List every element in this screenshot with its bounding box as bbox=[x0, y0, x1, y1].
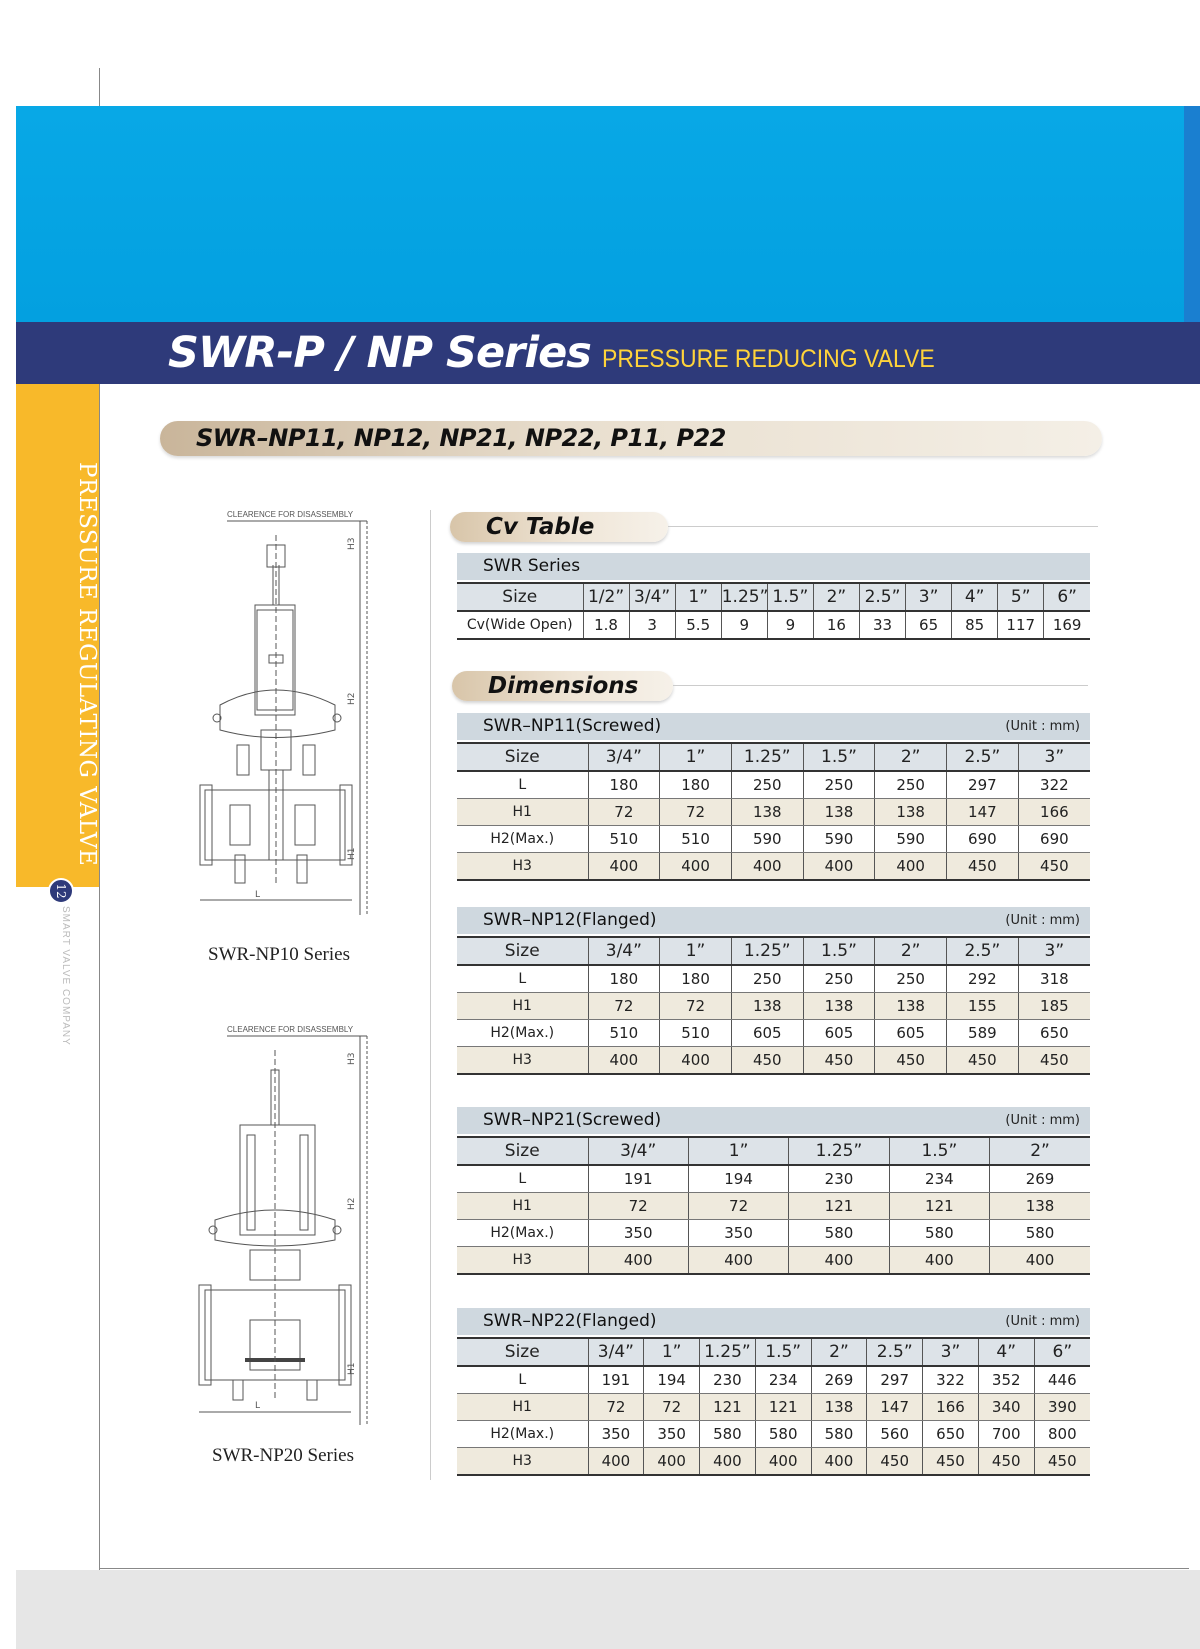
cv-table-name-bar bbox=[457, 553, 1090, 580]
table-cell: 250 bbox=[803, 965, 875, 993]
table-cell: 33 bbox=[859, 611, 905, 639]
table-cell: 322 bbox=[1018, 771, 1090, 799]
dimensions-title: Dimensions bbox=[488, 673, 639, 699]
table-row bbox=[457, 799, 1090, 826]
header-size-cell: 1.25” bbox=[700, 1338, 756, 1366]
table-cell: 138 bbox=[803, 799, 875, 826]
header-size-cell: 4” bbox=[978, 1338, 1034, 1366]
table-cell: 72 bbox=[588, 1193, 688, 1220]
table-cell: 450 bbox=[947, 1047, 1019, 1075]
row-label: H3 bbox=[457, 1247, 588, 1275]
header-size-cell: 1” bbox=[688, 1137, 788, 1165]
table-header-row bbox=[457, 1338, 1090, 1366]
table-row bbox=[457, 1047, 1090, 1075]
header-size-label: Size bbox=[457, 1338, 588, 1366]
header-size-cell: 2” bbox=[811, 1338, 867, 1366]
table-cell: 580 bbox=[789, 1220, 889, 1247]
header-size-cell: 2” bbox=[875, 937, 947, 965]
table-cell: 400 bbox=[731, 853, 803, 881]
table-row bbox=[457, 1448, 1090, 1476]
header-banner-edge bbox=[1184, 106, 1200, 322]
dimension-table-name: SWR–NP22(Flanged) bbox=[483, 1311, 657, 1331]
header-size-cell: 1” bbox=[660, 937, 732, 965]
row-label: H1 bbox=[457, 799, 588, 826]
dimension-table-name: SWR–NP21(Screwed) bbox=[483, 1110, 662, 1130]
row-label: H1 bbox=[457, 993, 588, 1020]
table-cell: 9 bbox=[721, 611, 767, 639]
table-cell: 400 bbox=[588, 853, 660, 881]
table-cell: 169 bbox=[1044, 611, 1090, 639]
column-divider bbox=[430, 510, 431, 1480]
cv-table bbox=[457, 582, 1090, 640]
table-cell: 194 bbox=[688, 1165, 788, 1193]
table-cell: 180 bbox=[588, 771, 660, 799]
dimension-table-name: SWR–NP12(Flanged) bbox=[483, 910, 657, 930]
table-cell: 450 bbox=[947, 853, 1019, 881]
cv-table-heading bbox=[450, 512, 668, 542]
header-size-cell: 3/4” bbox=[588, 1338, 644, 1366]
table-cell: 400 bbox=[644, 1448, 700, 1476]
dimension-table-unit: (Unit : mm) bbox=[1005, 1113, 1080, 1128]
company-name: SMART VALVE COMPANY bbox=[60, 906, 71, 1046]
row-label: L bbox=[457, 771, 588, 799]
header-size-cell: 5” bbox=[998, 583, 1044, 611]
table-cell: 250 bbox=[875, 771, 947, 799]
dimension-table-name-bar bbox=[457, 1107, 1090, 1134]
table-cell: 138 bbox=[811, 1394, 867, 1421]
header-size-cell: 1.25” bbox=[721, 583, 767, 611]
header-size-cell: 4” bbox=[952, 583, 998, 611]
table-cell: 147 bbox=[947, 799, 1019, 826]
table-cell: 72 bbox=[588, 993, 660, 1020]
header-size-cell: 3” bbox=[1018, 743, 1090, 771]
table-cell: 580 bbox=[889, 1220, 989, 1247]
table-cell: 450 bbox=[867, 1448, 923, 1476]
table-cell: 390 bbox=[1034, 1394, 1090, 1421]
dim-label-l: L bbox=[255, 1401, 261, 1411]
row-label: H1 bbox=[457, 1193, 588, 1220]
table-row bbox=[457, 826, 1090, 853]
table-row bbox=[457, 1247, 1090, 1275]
table-cell: 450 bbox=[923, 1448, 979, 1476]
valve-drawing-np20 bbox=[195, 1020, 395, 1440]
table-cell: 147 bbox=[867, 1394, 923, 1421]
table-cell: 350 bbox=[688, 1220, 788, 1247]
header-size-cell: 1” bbox=[644, 1338, 700, 1366]
table-row bbox=[457, 1421, 1090, 1448]
table-cell: 180 bbox=[588, 965, 660, 993]
table-cell: 194 bbox=[644, 1366, 700, 1394]
table-cell: 72 bbox=[644, 1394, 700, 1421]
dimension-table bbox=[457, 1337, 1090, 1476]
table-cell: 589 bbox=[947, 1020, 1019, 1047]
table-cell: 580 bbox=[990, 1220, 1090, 1247]
header-size-cell: 1.5” bbox=[767, 583, 813, 611]
table-cell: 322 bbox=[923, 1366, 979, 1394]
table-cell: 400 bbox=[889, 1247, 989, 1275]
header-size-cell: 3/4” bbox=[588, 743, 660, 771]
dimension-table bbox=[457, 1136, 1090, 1275]
table-cell: 72 bbox=[660, 993, 732, 1020]
table-cell: 121 bbox=[700, 1394, 756, 1421]
table-cell: 185 bbox=[1018, 993, 1090, 1020]
table-cell: 138 bbox=[731, 799, 803, 826]
table-header-row bbox=[457, 937, 1090, 965]
table-cell: 450 bbox=[875, 1047, 947, 1075]
header-size-cell: 2.5” bbox=[947, 937, 1019, 965]
table-row bbox=[457, 1394, 1090, 1421]
table-cell: 400 bbox=[588, 1448, 644, 1476]
table-cell: 590 bbox=[731, 826, 803, 853]
table-cell: 9 bbox=[767, 611, 813, 639]
table-cell: 400 bbox=[789, 1247, 889, 1275]
dimension-table-unit: (Unit : mm) bbox=[1005, 719, 1080, 734]
table-cell: 138 bbox=[875, 799, 947, 826]
table-cell: 580 bbox=[700, 1421, 756, 1448]
table-cell: 5.5 bbox=[675, 611, 721, 639]
cv-table-name: SWR Series bbox=[483, 556, 581, 576]
row-label: L bbox=[457, 1366, 588, 1394]
table-header-row bbox=[457, 583, 1090, 611]
dimension-table-name-bar bbox=[457, 907, 1090, 934]
row-label: H3 bbox=[457, 1047, 588, 1075]
table-cell: 292 bbox=[947, 965, 1019, 993]
table-cell: 605 bbox=[803, 1020, 875, 1047]
table-cell: 690 bbox=[947, 826, 1019, 853]
header-size-cell: 2” bbox=[813, 583, 859, 611]
table-cell: 450 bbox=[731, 1047, 803, 1075]
dim-label-h1: H1 bbox=[347, 1362, 357, 1375]
table-cell: 117 bbox=[998, 611, 1044, 639]
dimensions-heading bbox=[452, 671, 673, 701]
table-cell: 16 bbox=[813, 611, 859, 639]
table-cell: 400 bbox=[803, 853, 875, 881]
table-cell: 605 bbox=[731, 1020, 803, 1047]
dimension-table bbox=[457, 742, 1090, 881]
dim-label-h3: H3 bbox=[347, 1052, 357, 1065]
row-label: L bbox=[457, 965, 588, 993]
table-row bbox=[457, 1220, 1090, 1247]
table-cell: 510 bbox=[588, 1020, 660, 1047]
table-row bbox=[457, 1020, 1090, 1047]
header-size-cell: 2” bbox=[990, 1137, 1090, 1165]
table-cell: 800 bbox=[1034, 1421, 1090, 1448]
page-number-badge bbox=[48, 878, 74, 904]
header-size-cell: 1.25” bbox=[731, 937, 803, 965]
table-cell: 250 bbox=[875, 965, 947, 993]
header-size-cell: 3/4” bbox=[588, 1137, 688, 1165]
table-row bbox=[457, 1193, 1090, 1220]
dimension-table bbox=[457, 936, 1090, 1075]
header-size-cell: 2” bbox=[875, 743, 947, 771]
header-size-cell: 6” bbox=[1034, 1338, 1090, 1366]
table-cell: 400 bbox=[588, 1247, 688, 1275]
table-cell: 510 bbox=[660, 826, 732, 853]
dimension-table-name-bar bbox=[457, 1308, 1090, 1335]
row-label: H3 bbox=[457, 853, 588, 881]
table-row bbox=[457, 965, 1090, 993]
table-cell: 166 bbox=[1018, 799, 1090, 826]
table-cell: 340 bbox=[978, 1394, 1034, 1421]
table-cell: 650 bbox=[923, 1421, 979, 1448]
dimension-table-unit: (Unit : mm) bbox=[1005, 913, 1080, 928]
table-cell: 350 bbox=[588, 1220, 688, 1247]
header-size-cell: 2.5” bbox=[867, 1338, 923, 1366]
drawing-caption-np10: SWR-NP10 Series bbox=[208, 944, 350, 965]
row-label: H1 bbox=[457, 1394, 588, 1421]
table-cell: 352 bbox=[978, 1366, 1034, 1394]
table-cell: 230 bbox=[789, 1165, 889, 1193]
table-cell: 191 bbox=[588, 1366, 644, 1394]
header-size-label: Size bbox=[457, 1137, 588, 1165]
header-size-label: Size bbox=[457, 583, 583, 611]
header-size-cell: 2.5” bbox=[947, 743, 1019, 771]
table-cell: 450 bbox=[1018, 1047, 1090, 1075]
table-cell: 230 bbox=[700, 1366, 756, 1394]
table-cell: 250 bbox=[731, 771, 803, 799]
row-label: L bbox=[457, 1165, 588, 1193]
table-cell: 400 bbox=[688, 1247, 788, 1275]
cv-table-title: Cv Table bbox=[486, 514, 595, 540]
table-cell: 121 bbox=[889, 1193, 989, 1220]
dimensions-heading-rule bbox=[673, 685, 1088, 686]
table-cell: 250 bbox=[731, 965, 803, 993]
table-cell: 450 bbox=[1034, 1448, 1090, 1476]
table-row bbox=[457, 1366, 1090, 1394]
table-cell: 560 bbox=[867, 1421, 923, 1448]
table-cell: 450 bbox=[1018, 853, 1090, 881]
table-cell: 590 bbox=[803, 826, 875, 853]
table-cell: 72 bbox=[660, 799, 732, 826]
clearance-label: CLEARENCE FOR DISASSEMBLY bbox=[227, 510, 354, 519]
table-cell: 318 bbox=[1018, 965, 1090, 993]
table-cell: 510 bbox=[660, 1020, 732, 1047]
valve-drawing-np10 bbox=[195, 505, 395, 930]
table-cell: 700 bbox=[978, 1421, 1034, 1448]
table-row bbox=[457, 853, 1090, 881]
table-cell: 297 bbox=[867, 1366, 923, 1394]
dimension-table-name: SWR–NP11(Screwed) bbox=[483, 716, 662, 736]
table-cell: 3 bbox=[629, 611, 675, 639]
table-cell: 234 bbox=[889, 1165, 989, 1193]
header-size-cell: 1” bbox=[675, 583, 721, 611]
footer-rule bbox=[99, 1568, 1189, 1569]
clearance-label: CLEARENCE FOR DISASSEMBLY bbox=[227, 1025, 354, 1034]
table-cell: 250 bbox=[803, 771, 875, 799]
table-cell: 121 bbox=[789, 1193, 889, 1220]
header-size-label: Size bbox=[457, 743, 588, 771]
table-cell: 155 bbox=[947, 993, 1019, 1020]
dimension-table-unit: (Unit : mm) bbox=[1005, 1314, 1080, 1329]
header-banner bbox=[16, 106, 1200, 322]
cv-heading-rule bbox=[668, 526, 1098, 527]
table-cell: 510 bbox=[588, 826, 660, 853]
header-size-cell: 3/4” bbox=[588, 937, 660, 965]
header-size-cell: 1.25” bbox=[731, 743, 803, 771]
header-size-cell: 3” bbox=[1018, 937, 1090, 965]
dim-label-h2: H2 bbox=[347, 692, 357, 705]
table-cell: 1.8 bbox=[583, 611, 629, 639]
table-cell: 180 bbox=[660, 771, 732, 799]
header-size-cell: 1.5” bbox=[803, 937, 875, 965]
row-label: H2(Max.) bbox=[457, 826, 588, 853]
table-cell: 138 bbox=[731, 993, 803, 1020]
table-cell: 450 bbox=[803, 1047, 875, 1075]
table-cell: 166 bbox=[923, 1394, 979, 1421]
header-size-label: Size bbox=[457, 937, 588, 965]
dim-label-h2: H2 bbox=[347, 1197, 357, 1210]
dim-label-l: L bbox=[255, 890, 261, 900]
table-row bbox=[457, 993, 1090, 1020]
table-cell: 450 bbox=[978, 1448, 1034, 1476]
table-row bbox=[457, 771, 1090, 799]
row-label: H2(Max.) bbox=[457, 1020, 588, 1047]
row-label: Cv(Wide Open) bbox=[457, 611, 583, 639]
table-cell: 400 bbox=[660, 1047, 732, 1075]
table-cell: 138 bbox=[875, 993, 947, 1020]
page-number: 12 bbox=[54, 883, 68, 899]
table-cell: 65 bbox=[906, 611, 952, 639]
series-subtitle: PRESSURE REDUCING VALVE bbox=[602, 345, 935, 373]
header-size-cell: 1/2” bbox=[583, 583, 629, 611]
table-header-row bbox=[457, 743, 1090, 771]
header-size-cell: 3” bbox=[923, 1338, 979, 1366]
table-cell: 350 bbox=[588, 1421, 644, 1448]
dimension-table-name-bar bbox=[457, 713, 1090, 740]
row-label: H2(Max.) bbox=[457, 1220, 588, 1247]
header-size-cell: 3/4” bbox=[629, 583, 675, 611]
table-cell: 191 bbox=[588, 1165, 688, 1193]
table-cell: 121 bbox=[755, 1394, 811, 1421]
table-cell: 72 bbox=[688, 1193, 788, 1220]
models-bar bbox=[160, 421, 1102, 456]
table-cell: 650 bbox=[1018, 1020, 1090, 1047]
table-cell: 138 bbox=[990, 1193, 1090, 1220]
table-cell: 85 bbox=[952, 611, 998, 639]
table-cell: 400 bbox=[755, 1448, 811, 1476]
series-title: SWR-P / NP Series bbox=[168, 328, 591, 378]
table-cell: 580 bbox=[811, 1421, 867, 1448]
header-size-cell: 1” bbox=[660, 743, 732, 771]
models-bar-label: SWR–NP11, NP12, NP21, NP22, P11, P22 bbox=[196, 424, 726, 452]
table-cell: 400 bbox=[588, 1047, 660, 1075]
table-header-row bbox=[457, 1137, 1090, 1165]
drawing-caption-np20: SWR-NP20 Series bbox=[212, 1445, 354, 1466]
side-tab-label: PRESSURE REGULATING VALVE bbox=[74, 462, 100, 867]
table-cell: 234 bbox=[755, 1366, 811, 1394]
table-cell: 350 bbox=[644, 1421, 700, 1448]
footer-band bbox=[16, 1570, 1200, 1649]
table-cell: 605 bbox=[875, 1020, 947, 1047]
row-label: H2(Max.) bbox=[457, 1421, 588, 1448]
table-cell: 180 bbox=[660, 965, 732, 993]
table-cell: 580 bbox=[755, 1421, 811, 1448]
table-cell: 400 bbox=[811, 1448, 867, 1476]
table-cell: 400 bbox=[875, 853, 947, 881]
header-size-cell: 3” bbox=[906, 583, 952, 611]
header-size-cell: 1.25” bbox=[789, 1137, 889, 1165]
dim-label-h3: H3 bbox=[347, 537, 357, 550]
header-size-cell: 2.5” bbox=[859, 583, 905, 611]
table-cell: 269 bbox=[811, 1366, 867, 1394]
header-size-cell: 1.5” bbox=[755, 1338, 811, 1366]
table-row bbox=[457, 1165, 1090, 1193]
table-cell: 400 bbox=[700, 1448, 756, 1476]
table-cell: 446 bbox=[1034, 1366, 1090, 1394]
table-cell: 400 bbox=[660, 853, 732, 881]
header-size-cell: 1.5” bbox=[803, 743, 875, 771]
row-label: H3 bbox=[457, 1448, 588, 1476]
dim-label-h1: H1 bbox=[347, 847, 357, 860]
header-size-cell: 1.5” bbox=[889, 1137, 989, 1165]
table-cell: 138 bbox=[803, 993, 875, 1020]
table-cell: 72 bbox=[588, 1394, 644, 1421]
table-cell: 72 bbox=[588, 799, 660, 826]
table-cell: 297 bbox=[947, 771, 1019, 799]
header-size-cell: 6” bbox=[1044, 583, 1090, 611]
table-cell: 269 bbox=[990, 1165, 1090, 1193]
table-cell: 400 bbox=[990, 1247, 1090, 1275]
table-cell: 590 bbox=[875, 826, 947, 853]
table-row bbox=[457, 611, 1090, 639]
table-cell: 690 bbox=[1018, 826, 1090, 853]
